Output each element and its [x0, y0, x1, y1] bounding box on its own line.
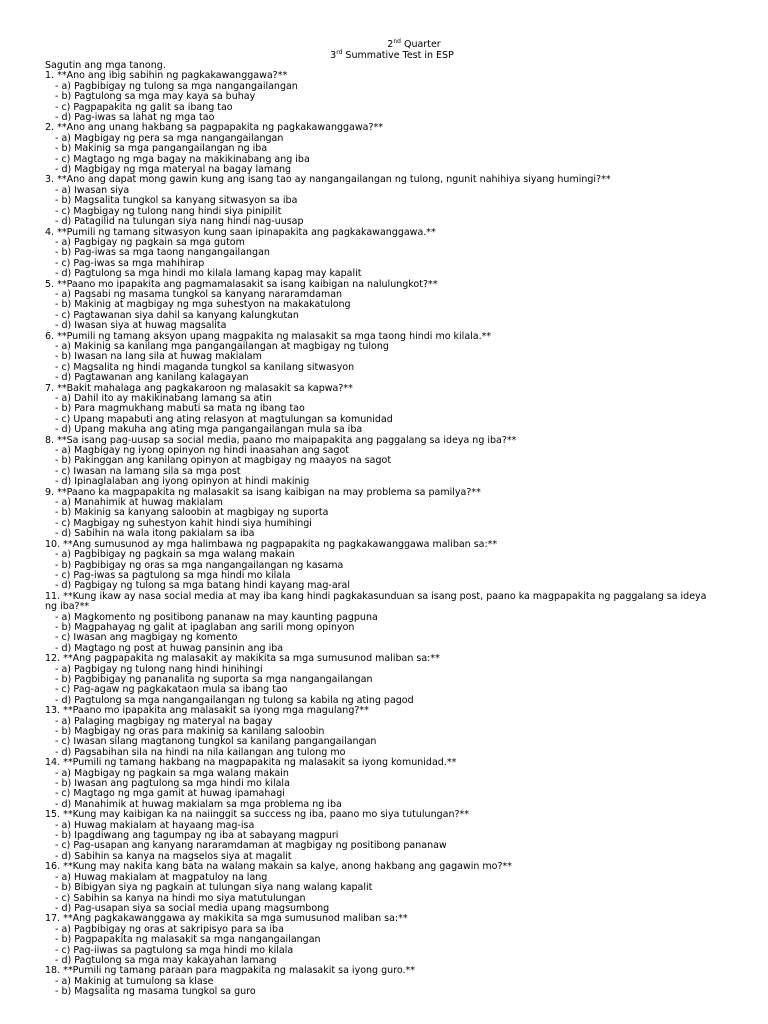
question-text: 15. **Kung may kaibigan ka na naiinggit sa success ng iba, paano mo siya tutulungan?** — [45, 809, 470, 821]
answer-option: - a) Manahimik at huwag makialam — [55, 497, 223, 509]
question-text: 3. **Ano ang dapat mong gawin kung ang isang tao ay nangangailangan ng tulong, ngunit nahihiya siyang humingi?** — [45, 174, 611, 186]
answer-option: - a) Pagbibigay ng tulong sa mga nangangailangan — [55, 80, 298, 92]
question-item — [45, 862, 720, 914]
answer-option: - c) Upang mapabuti ang ating relasyon at magtulungan sa komunidad — [55, 413, 393, 425]
question-item — [45, 966, 720, 997]
answer-option: - a) Pagbibigay ng oras at sakripisyo para sa iba — [55, 923, 284, 935]
answer-option: - d) Sabihin sa kanya na magselos siya at magalit — [55, 850, 292, 862]
question-text: 5. **Paano mo ipapakita ang pagmamalasakit sa isang kaibigan na nalulungkot?** — [45, 278, 438, 290]
answer-option: - c) Magbigay ng tulong nang hindi siya pinipilit — [55, 205, 282, 217]
answer-option: - a) Pagbibigay ng pagkain sa mga walang makain — [55, 549, 295, 561]
question-text: 17. **Ang pagkakawanggawa ay makikita sa mga sumusunod maliban sa:** — [45, 913, 408, 925]
question-text: 18. **Pumili ng tamang paraan para magpakita ng malasakit sa iyong guro.** — [45, 965, 415, 977]
answer-option: - b) Magpahayag ng galit at ipaglaban ang sarili mong opinyon — [55, 621, 355, 633]
question-text: 13. **Paano mo ipapakita ang malasakit sa iyong mga magulang?** — [45, 705, 369, 717]
answer-option: - d) Iwasan siya at huwag magsalita — [55, 320, 227, 332]
question-text: 8. **Sa isang pag-uusap sa social media, paano mo maipapakita ang paggalang sa ideya ng iba?** — [45, 434, 517, 446]
answer-option: - c) Pagpapakita ng galit sa ibang tao — [55, 101, 233, 113]
answer-option: - b) Makinig sa kanyang saloobin at magbigay ng suporta — [55, 507, 329, 519]
answer-option: - d) Pagtulong sa mga hindi mo kilala lamang kapag may kapalit — [55, 268, 362, 280]
question-text: 12. **Ang pagpapakita ng malasakit ay makikita sa mga sumusunod maliban sa:** — [45, 653, 440, 665]
question-item — [45, 592, 720, 654]
question-item — [45, 123, 720, 175]
answer-option: - b) Magsalita ng masama tungkol sa guro — [55, 986, 256, 998]
question-item — [45, 71, 720, 123]
answer-option: - d) Pagbigay ng tulong sa mga batang hindi kayang mag-aral — [55, 580, 351, 592]
answer-option: - c) Iwasan ang magbigay ng komento — [55, 632, 238, 644]
answer-option: - d) Patagilid na tulungan siya nang hindi nag-uusap — [55, 216, 304, 228]
question-item — [45, 758, 720, 810]
answer-option: - d) Magbigay ng mga materyal na bagay lamang — [55, 164, 292, 176]
answer-option: - c) Magsalita ng hindi maganda tungkol sa kanilang sitwasyon — [55, 361, 355, 373]
answer-option: - a) Palaging magbigay ng materyal na bagay — [55, 715, 273, 727]
test-label: Summative Test in ESP — [342, 49, 454, 61]
answer-option: - b) Pag-iwas sa mga taong nangangailangan — [55, 247, 270, 259]
question-text: 16. **Kung may nakita kang bata na walang makain sa kalye, anong hakbang ang gagawin mo?** — [45, 861, 513, 873]
answer-option: - c) Iwasan na lamang sila sa mga post — [55, 465, 241, 477]
answer-option: - d) Pagsabihan sila na hindi na nila kailangan ang tulong mo — [55, 746, 346, 758]
question-text: 10. **Ang sumusunod ay mga halimbawa ng pagpapakita ng pagkakawanggawa maliban sa:** — [45, 538, 498, 550]
answer-option: - b) Bibigyan siya ng pagkain at tulungan siya nang walang kapalit — [55, 882, 373, 894]
instructions: Sagutin ang mga tanong. — [45, 60, 166, 71]
answer-option: - b) Iwasan na lang sila at huwag makialam — [55, 351, 262, 363]
answer-option: - d) Pag-usapan siya sa social media upang magsumbong — [55, 902, 330, 914]
answer-option: - b) Makinig sa mga pangangailangan ng iba — [55, 143, 268, 155]
answer-option: - a) Magbigay ng pagkain sa mga walang makain — [55, 767, 289, 779]
answer-option: - c) Magtago ng mga bagay na makikinabang ang iba — [55, 153, 310, 165]
answer-option: - b) Iwasan ang pagtulong sa mga hindi mo kilala — [55, 778, 290, 790]
question-item — [45, 706, 720, 758]
test-number: 3 — [330, 49, 337, 61]
question-item — [45, 810, 720, 862]
answer-option: - c) Sabihin sa kanya na hindi mo siya matutulungan — [55, 892, 306, 904]
answer-option: - d) Pagtawanan ang kanilang kalagayan — [55, 372, 249, 384]
question-text: 1. **Ano ang ibig sabihin ng pagkakawanggawa?** — [45, 70, 288, 82]
answer-option: - d) Ipinaglalaban ang iyong opinyon at hindi makinig — [55, 476, 310, 488]
answer-option: - d) Sabihin na wala itong pakialam sa iba — [55, 528, 255, 540]
answer-option: - d) Manahimik at huwag makialam sa mga problema ng iba — [55, 798, 342, 810]
answer-option: - d) Upang makuha ang ating mga pangangailangan mula sa iba — [55, 424, 363, 436]
answer-option: - a) Huwag makialam at magpatuloy na lang — [55, 871, 268, 883]
answer-option: - a) Magbigay ng pera sa mga nangangailangan — [55, 132, 284, 144]
question-item — [45, 384, 720, 436]
question-item — [45, 914, 720, 966]
answer-option: - d) Pagtulong sa mga may kakayahan lamang — [55, 954, 277, 966]
answer-option: - a) Makinig sa kanilang mga pangangailangan at magbigay ng tulong — [55, 340, 389, 352]
answer-option: - b) Makinig at magbigay ng mga suhestyon na makakatulong — [55, 299, 351, 311]
quarter-label: Quarter — [400, 39, 441, 50]
answer-option: - b) Pagtulong sa mga may kaya sa buhay — [55, 91, 256, 103]
question-item — [45, 175, 720, 227]
answer-option: - c) Pag-iiwas sa pagtulong sa mga hindi mo kilala — [55, 944, 294, 956]
answer-option: - b) Pagpapakita ng malasakit sa mga nangangailangan — [55, 934, 321, 946]
answer-option: - d) Pag-iwas sa lahat ng mga tao — [55, 112, 215, 124]
answer-option: - c) Pag-agaw ng pagkakataon mula sa ibang tao — [55, 684, 288, 696]
question-text: 9. **Paano ka magpapakita ng malasakit sa isang kaibigan na may problema sa pamilya?** — [45, 486, 481, 498]
answer-option: - c) Pag-iwas sa pagtulong sa mga hindi mo kilala — [55, 569, 291, 581]
question-text: 11. **Kung ikaw ay nasa social media at may iba kang hindi pagkakasunduan sa isang post, paano ka magpapakita ng paggalang sa ideya ng iba?** — [45, 590, 707, 613]
answer-option: - c) Iwasan silang magtanong tungkol sa kanilang pangangailangan — [55, 736, 377, 748]
answer-option: - a) Huwag makialam at hayaang mag-isa — [55, 819, 255, 831]
question-item — [45, 280, 720, 332]
question-text: 4. **Pumili ng tamang sitwasyon kung saan ipinapakita ang pagkakawanggawa.** — [45, 226, 436, 238]
answer-option: - d) Pagtulong sa mga nangangailangan ng tulong sa kabila ng ating pagod — [55, 694, 414, 706]
question-item — [45, 488, 720, 540]
answer-option: - b) Magbigay ng oras para makinig sa kanilang saloobin — [55, 726, 325, 737]
question-item — [45, 332, 720, 384]
question-list — [45, 71, 720, 997]
answer-option: - c) Magtago ng mga gamit at huwag ipamahagi — [55, 788, 285, 800]
question-item — [45, 436, 720, 488]
answer-option: - b) Pagbibigay ng oras sa mga nangangailangan ng kasama — [55, 559, 344, 571]
answer-option: - a) Pagbigay ng pagkain sa mga gutom — [55, 236, 245, 248]
quarter-ordinal-suffix: nd — [393, 38, 401, 45]
answer-option: - c) Magbigay ng suhestyon kahit hindi siya humihingi — [55, 517, 312, 529]
answer-option: - d) Magtago ng post at huwag pansinin ang iba — [55, 642, 284, 654]
answer-option: - c) Pagtawanan siya dahil sa kanyang kalungkutan — [55, 309, 299, 321]
quarter-number: 2 — [387, 39, 394, 50]
document-header — [0, 40, 768, 61]
answer-option: - c) Pag-usapan ang kanyang nararamdaman at magbigay ng positibong pananaw — [55, 840, 447, 852]
answer-option: - b) Pakinggan ang kanilang opinyon at magbigay ng maayos na sagot — [55, 455, 392, 467]
answer-option: - c) Pag-iwas sa mga mahihirap — [55, 257, 205, 269]
answer-option: - b) Pagbibigay ng pananalita ng suporta sa mga nangangailangan — [55, 673, 373, 685]
question-text: 14. **Pumili ng tamang hakbang na magpapakita ng malasakit sa iyong komunidad.** — [45, 757, 457, 769]
question-item — [45, 540, 720, 592]
answer-option: - b) Ipagdiwang ang tagumpay ng iba at sabayang magpuri — [55, 830, 339, 842]
test-content — [45, 61, 720, 998]
answer-option: - a) Magbigay ng iyong opinyon ng hindi inaasahan ang sagot — [55, 445, 350, 457]
question-item — [45, 654, 720, 706]
test-ordinal-suffix: rd — [336, 48, 343, 56]
answer-option: - b) Magsalita tungkol sa kanyang sitwasyon sa iba — [55, 195, 298, 207]
answer-option: - b) Para magmukhang mabuti sa mata ng ibang tao — [55, 403, 305, 415]
answer-option: - a) Pagsabi ng masama tungkol sa kanyang nararamdaman — [55, 288, 343, 300]
question-text: 2. **Ano ang unang hakbang sa pagpapakita ng pagkakawanggawa?** — [45, 122, 384, 134]
answer-option: - a) Magkomento ng positibong pananaw na may kaunting pagpuna — [55, 611, 378, 623]
answer-option: - a) Makinig at tumulong sa klase — [55, 975, 214, 987]
answer-option: - a) Dahil ito ay makikinabang lamang sa atin — [55, 393, 272, 404]
answer-option: - a) Iwasan siya — [55, 184, 130, 196]
question-text: 7. **Bakit mahalaga ang pagkakaroon ng malasakit sa kapwa?** — [45, 382, 353, 394]
question-item — [45, 228, 720, 280]
question-text: 6. **Pumili ng tamang aksyon upang magpakita ng malasakit sa mga taong hindi mo kilala.** — [45, 330, 492, 342]
answer-option: - a) Pagbigay ng tulong nang hindi hinihingi — [55, 663, 263, 675]
